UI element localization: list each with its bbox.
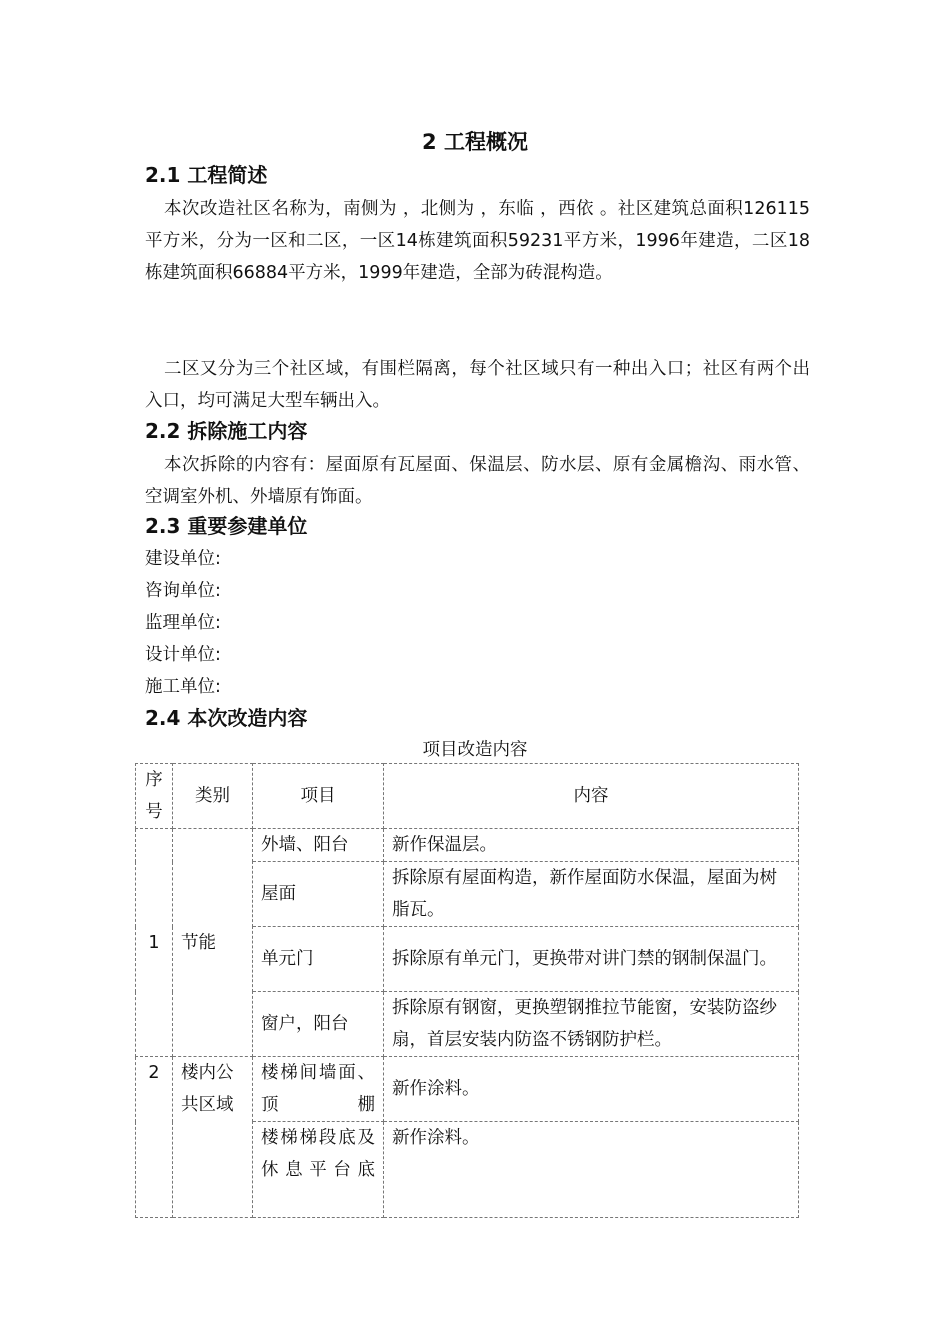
table-row <box>136 1057 799 1122</box>
row-num: 2 <box>136 1057 173 1218</box>
header-item: 项目 <box>253 764 384 829</box>
table-row <box>136 829 799 862</box>
paragraph-demolition-content: 本次拆除的内容有：屋面原有瓦屋面、保温层、防水层、原有金属檐沟、雨水管、空调室外机、外墙原有饰面。 <box>145 455 810 507</box>
table-header-row <box>136 764 799 829</box>
paragraph-project-overview: 本次改造社区名称为，南侧为 ，北侧为 ，东临 ，西依 。社区建筑总面积126115平方米，分为一区和二区，一区14栋建筑面积59231平方米，1996年建造，二区18栋建筑面积66884平方米，1999年建造，全部为砖混构造。 <box>145 199 810 283</box>
row-category: 节能 <box>173 829 253 1057</box>
header-content: 内容 <box>384 764 799 829</box>
row-content: 拆除原有单元门，更换带对讲门禁的钢制保温门。 <box>384 927 799 992</box>
row-content: 拆除原有钢窗，更换塑钢推拉节能窗，安装防盗纱扇，首层安装内防盗不锈钢防护栏。 <box>384 992 799 1057</box>
heading-2-2: 2.2 拆除施工内容 <box>145 419 308 443</box>
unit-contractor: 施工单位: <box>145 677 221 697</box>
row-num: 1 <box>136 829 173 1057</box>
heading-2-1: 2.1 工程简述 <box>145 163 268 187</box>
row-content: 新作涂料。 <box>384 1057 799 1122</box>
row-category: 楼内公共区域 <box>173 1057 253 1218</box>
row-content: 新作保温层。 <box>384 829 799 862</box>
row-item: 屋面 <box>253 862 384 927</box>
page-title: 2 工程概况 <box>422 130 528 154</box>
heading-2-3: 2.3 重要参建单位 <box>145 514 308 538</box>
row-content: 拆除原有屋面构造，新作屋面防水保温，屋面为树脂瓦。 <box>384 862 799 927</box>
unit-design: 设计单位: <box>145 645 221 665</box>
unit-supervision: 监理单位: <box>145 613 221 633</box>
row-item: 楼梯梯段底及休息平台底 <box>253 1122 384 1218</box>
header-num: 序号 <box>136 764 173 829</box>
table-caption: 项目改造内容 <box>422 740 528 760</box>
unit-consulting: 咨询单位: <box>145 581 221 601</box>
renovation-table <box>135 763 799 1218</box>
row-content: 新作涂料。 <box>384 1122 799 1218</box>
heading-2-4: 2.4 本次改造内容 <box>145 706 308 730</box>
row-item: 外墙、阳台 <box>253 829 384 862</box>
row-item: 楼梯间墙面、顶棚 <box>253 1057 384 1122</box>
paragraph-district-layout: 二区又分为三个社区域，有围栏隔离，每个社区域只有一种出入口；社区有两个出入口，均可满足大型车辆出入。 <box>145 359 810 411</box>
row-item: 单元门 <box>253 927 384 992</box>
header-category: 类别 <box>173 764 253 829</box>
row-item: 窗户，阳台 <box>253 992 384 1057</box>
unit-construction: 建设单位: <box>145 549 221 569</box>
